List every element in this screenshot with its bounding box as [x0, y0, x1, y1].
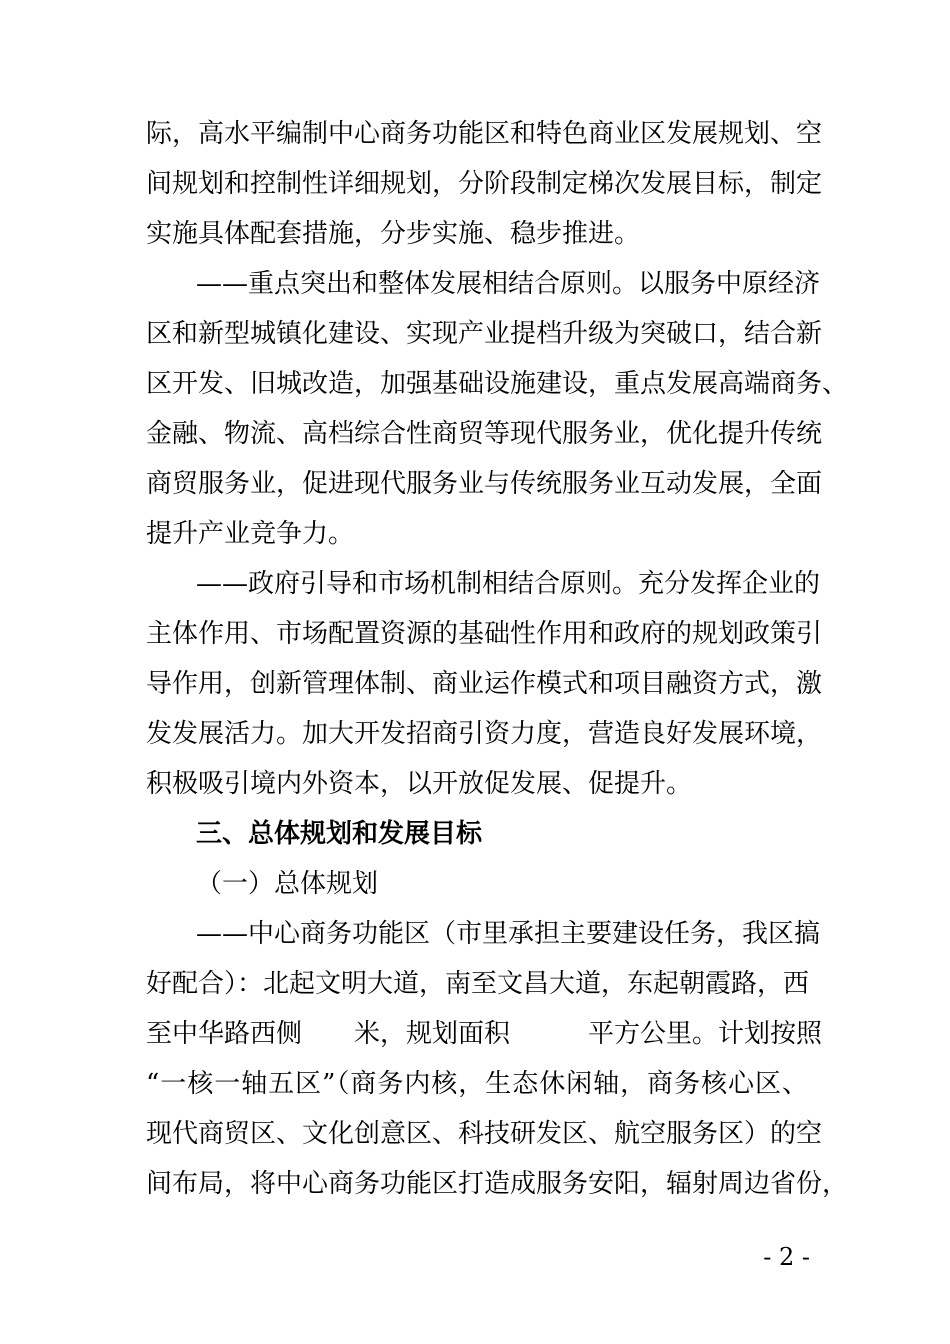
- text-line: ——重点突出和整体发展相结合原则。以服务中原经济: [196, 269, 821, 299]
- text-line: 提升产业竞争力。: [146, 519, 355, 549]
- text-line: 现代商贸区、文化创意区、科技研发区、航空服务区）的空: [146, 1119, 823, 1149]
- text-line: 区开发、旧城改造，加强基础设施建设，重点发展高端商务、: [146, 369, 849, 399]
- text-line: 发发展活力。加大开发招商引资力度，营造良好发展环境，: [146, 719, 823, 749]
- text-line: 积极吸引境内外资本，以开放促发展、促提升。: [146, 769, 693, 799]
- text-line: ——政府引导和市场机制相结合原则。充分发挥企业的: [196, 569, 821, 599]
- text-line: “一核一轴五区”（商务内核，生态休闲轴，商务核心区、: [146, 1069, 808, 1099]
- text-line: 间规划和控制性详细规划，分阶段制定梯次发展目标，制定: [146, 169, 823, 199]
- text-line: 好配合）：北起文明大道，南至文昌大道，东起朝霞路，西: [146, 969, 810, 999]
- page-number: - 2 -: [763, 1243, 810, 1271]
- section-heading: 三、总体规划和发展目标: [196, 819, 483, 849]
- text-line: 主体作用、市场配置资源的基础性作用和政府的规划政策引: [146, 619, 823, 649]
- text-line: 区和新型城镇化建设、实现产业提档升级为突破口，结合新: [146, 319, 823, 349]
- text-line: 际，高水平编制中心商务功能区和特色商业区发展规划、空: [146, 119, 823, 149]
- text-line: 实施具体配套措施，分步实施、稳步推进。: [146, 219, 641, 249]
- text-line: 金融、物流、高档综合性商贸等现代服务业，优化提升传统: [146, 419, 823, 449]
- text-line: 导作用，创新管理体制、商业运作模式和项目融资方式，激: [146, 669, 823, 699]
- text-line: 商贸服务业，促进现代服务业与传统服务业互动发展，全面: [146, 469, 823, 499]
- subsection-heading: （一）总体规划: [196, 869, 379, 899]
- text-line: 间布局，将中心商务功能区打造成服务安阳，辐射周边省份，: [146, 1169, 849, 1199]
- text-line: ——中心商务功能区（市里承担主要建设任务，我区搞: [196, 919, 821, 949]
- text-line: 至中华路西侧 米，规划面积 平方公里。计划按照: [146, 1019, 823, 1049]
